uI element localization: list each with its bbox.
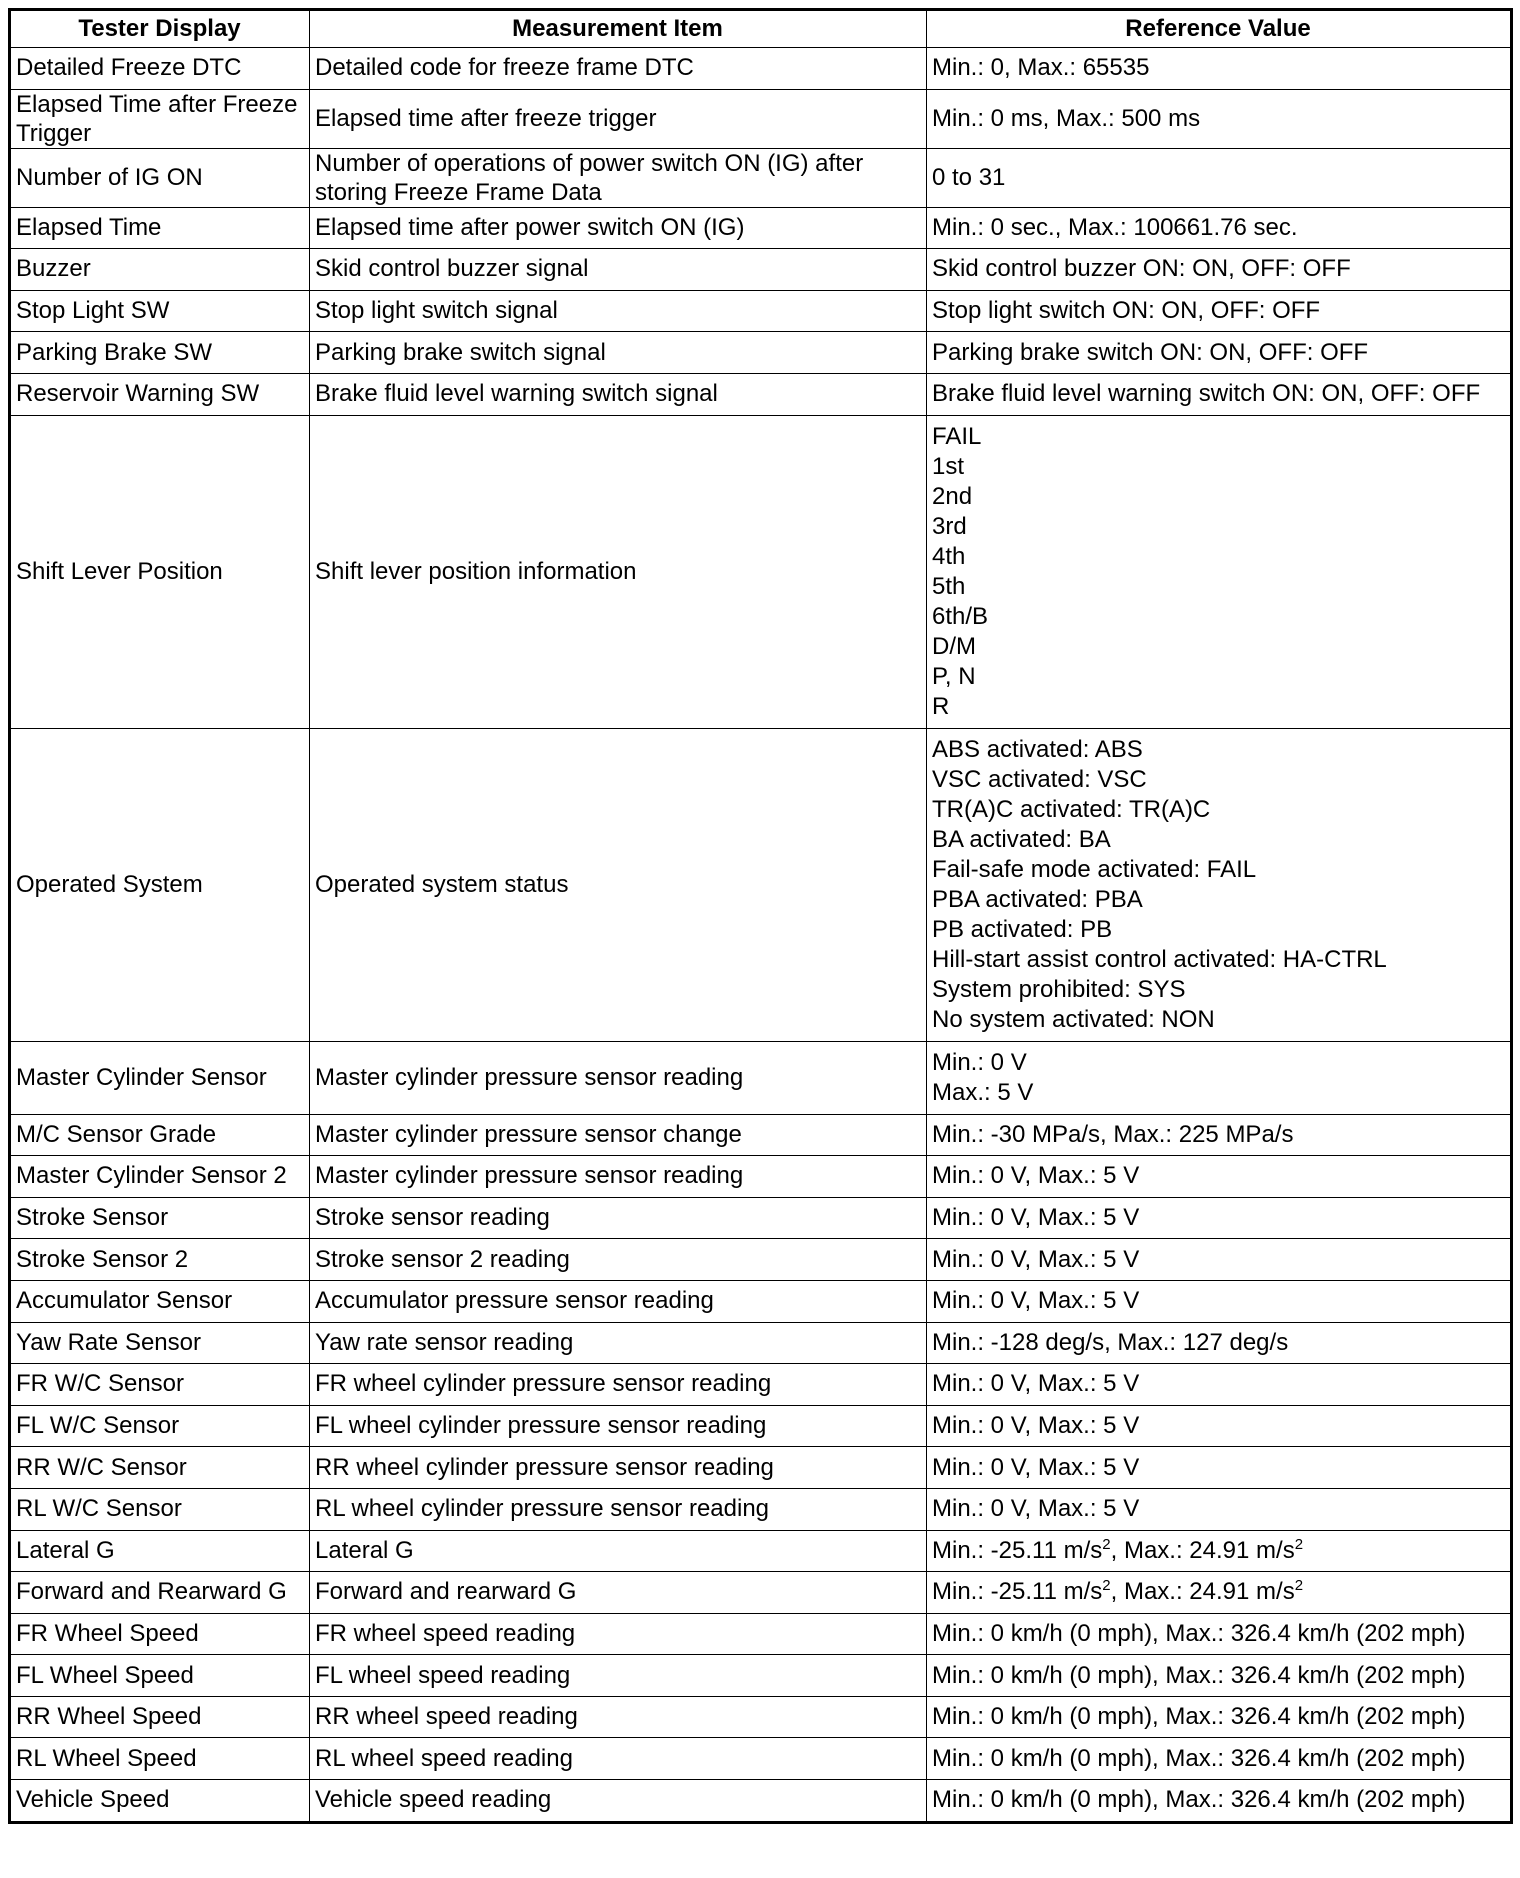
tester-display-cell: M/C Sensor Grade bbox=[10, 1114, 310, 1156]
reference-value-cell: Min.: -128 deg/s, Max.: 127 deg/s bbox=[927, 1322, 1512, 1364]
reference-value-line: Fail-safe mode activated: FAIL bbox=[932, 855, 1257, 883]
table-row bbox=[10, 290, 1512, 332]
measurement-item-cell: Master cylinder pressure sensor reading bbox=[310, 1156, 927, 1198]
table-row bbox=[10, 1041, 1512, 1114]
superscript-exponent: 2 bbox=[1294, 1577, 1304, 1595]
reference-value-line: System prohibited: SYS bbox=[932, 975, 1186, 1003]
superscript-exponent: 2 bbox=[1102, 1577, 1111, 1595]
table-row bbox=[10, 1613, 1512, 1655]
reference-value-line: 4th bbox=[932, 542, 966, 570]
table-body bbox=[10, 48, 1512, 1823]
reference-value-line: P, N bbox=[932, 662, 976, 690]
table-header bbox=[10, 10, 1512, 48]
header-measurement-item: Measurement Item bbox=[310, 10, 927, 48]
header-row bbox=[10, 10, 1512, 48]
reference-value-line: 6th/B bbox=[932, 602, 989, 630]
tester-display-cell: Master Cylinder Sensor bbox=[10, 1041, 310, 1114]
tester-display-cell: FR W/C Sensor bbox=[10, 1364, 310, 1406]
table-row bbox=[10, 1405, 1512, 1447]
tester-display-cell: Lateral G bbox=[10, 1530, 310, 1572]
reference-value-cell bbox=[927, 728, 1512, 1041]
reference-value-cell: Stop light switch ON: ON, OFF: OFF bbox=[927, 290, 1512, 332]
measurement-item-cell: Parking brake switch signal bbox=[310, 332, 927, 374]
tester-display-cell: Forward and Rearward G bbox=[10, 1572, 310, 1614]
table-row bbox=[10, 1280, 1512, 1322]
reference-value-line: 2nd bbox=[932, 482, 973, 510]
superscript-exponent: 2 bbox=[1102, 1535, 1111, 1553]
table-row bbox=[10, 89, 1512, 148]
table-row bbox=[10, 1364, 1512, 1406]
reference-value-line: R bbox=[932, 692, 950, 720]
reference-value-text: Min.: -25.11 m/s bbox=[932, 1578, 1103, 1606]
reference-value-line: Max.: 5 V bbox=[932, 1078, 1034, 1106]
measurement-item-cell: Brake fluid level warning switch signal bbox=[310, 373, 927, 415]
tester-display-cell: Stroke Sensor bbox=[10, 1197, 310, 1239]
table-row bbox=[10, 1239, 1512, 1281]
reference-value-cell: Min.: 0 km/h (0 mph), Max.: 326.4 km/h (202 mph) bbox=[927, 1655, 1512, 1697]
reference-value-cell: Min.: 0 V, Max.: 5 V bbox=[927, 1280, 1512, 1322]
document-page bbox=[8, 8, 1510, 1824]
tester-display-cell: Elapsed Time after Freeze Trigger bbox=[10, 89, 310, 148]
measurement-item-cell: Stroke sensor 2 reading bbox=[310, 1239, 927, 1281]
tester-display-cell: FL W/C Sensor bbox=[10, 1405, 310, 1447]
measurement-item-cell: Master cylinder pressure sensor reading bbox=[310, 1041, 927, 1114]
reference-value-cell: Min.: 0 km/h (0 mph), Max.: 326.4 km/h (202 mph) bbox=[927, 1780, 1512, 1823]
measurement-item-cell: Elapsed time after freeze trigger bbox=[310, 89, 927, 148]
reference-value-line: No system activated: NON bbox=[932, 1005, 1215, 1033]
reference-value-text: , Max.: 24.91 m/s bbox=[1110, 1578, 1295, 1606]
table-row bbox=[10, 48, 1512, 90]
reference-value-cell: Min.: -30 MPa/s, Max.: 225 MPa/s bbox=[927, 1114, 1512, 1156]
reference-value-cell: Min.: 0 ms, Max.: 500 ms bbox=[927, 89, 1512, 148]
table-row bbox=[10, 332, 1512, 374]
measurement-item-cell: FL wheel cylinder pressure sensor reading bbox=[310, 1405, 927, 1447]
measurement-item-cell: Detailed code for freeze frame DTC bbox=[310, 48, 927, 90]
measurement-item-cell: Lateral G bbox=[310, 1530, 927, 1572]
tester-display-cell: RR W/C Sensor bbox=[10, 1447, 310, 1489]
reference-value-cell: Min.: 0 V, Max.: 5 V bbox=[927, 1447, 1512, 1489]
header-tester-display: Tester Display bbox=[10, 10, 310, 48]
measurement-item-cell: Number of operations of power switch ON (IG) after storing Freeze Frame Data bbox=[310, 148, 927, 207]
table-row bbox=[10, 728, 1512, 1041]
measurement-item-cell: Skid control buzzer signal bbox=[310, 249, 927, 291]
measurement-item-cell: FR wheel cylinder pressure sensor reading bbox=[310, 1364, 927, 1406]
reference-value-cell: Min.: 0 V, Max.: 5 V bbox=[927, 1364, 1512, 1406]
reference-value-cell: Min.: 0 V, Max.: 5 V bbox=[927, 1488, 1512, 1530]
reference-value-line: TR(A)C activated: TR(A)C bbox=[932, 795, 1211, 823]
table-row bbox=[10, 1197, 1512, 1239]
reference-value-cell: Min.: 0 sec., Max.: 100661.76 sec. bbox=[927, 207, 1512, 249]
reference-value-cell: Parking brake switch ON: ON, OFF: OFF bbox=[927, 332, 1512, 374]
table-row bbox=[10, 373, 1512, 415]
reference-value-line: D/M bbox=[932, 632, 976, 660]
tester-display-cell: Yaw Rate Sensor bbox=[10, 1322, 310, 1364]
tester-display-cell: Detailed Freeze DTC bbox=[10, 48, 310, 90]
measurement-item-cell: FL wheel speed reading bbox=[310, 1655, 927, 1697]
table-row bbox=[10, 1738, 1512, 1780]
tester-display-cell: RL Wheel Speed bbox=[10, 1738, 310, 1780]
reference-value-cell bbox=[927, 1530, 1512, 1572]
reference-value-cell: Min.: 0 V, Max.: 5 V bbox=[927, 1197, 1512, 1239]
reference-value-cell: Min.: 0 V, Max.: 5 V bbox=[927, 1239, 1512, 1281]
data-list-table bbox=[8, 8, 1513, 1824]
reference-value-line: 3rd bbox=[932, 512, 967, 540]
tester-display-cell: RL W/C Sensor bbox=[10, 1488, 310, 1530]
table-row bbox=[10, 415, 1512, 728]
tester-display-cell: Vehicle Speed bbox=[10, 1780, 310, 1823]
table-row bbox=[10, 1780, 1512, 1823]
measurement-item-cell: Elapsed time after power switch ON (IG) bbox=[310, 207, 927, 249]
table-row bbox=[10, 1156, 1512, 1198]
reference-value-cell: Min.: 0 V, Max.: 5 V bbox=[927, 1405, 1512, 1447]
table-row bbox=[10, 148, 1512, 207]
table-row bbox=[10, 1447, 1512, 1489]
measurement-item-cell: Forward and rearward G bbox=[310, 1572, 927, 1614]
tester-display-cell: RR Wheel Speed bbox=[10, 1696, 310, 1738]
measurement-item-cell: RR wheel speed reading bbox=[310, 1696, 927, 1738]
reference-value-cell: Min.: 0 km/h (0 mph), Max.: 326.4 km/h (202 mph) bbox=[927, 1738, 1512, 1780]
tester-display-cell: FR Wheel Speed bbox=[10, 1613, 310, 1655]
header-reference-value: Reference Value bbox=[927, 10, 1512, 48]
tester-display-cell: Elapsed Time bbox=[10, 207, 310, 249]
reference-value-line: Min.: 0 V bbox=[932, 1048, 1027, 1076]
reference-value-cell: Skid control buzzer ON: ON, OFF: OFF bbox=[927, 249, 1512, 291]
reference-value-cell: 0 to 31 bbox=[927, 148, 1512, 207]
table-row bbox=[10, 1696, 1512, 1738]
measurement-item-cell: Master cylinder pressure sensor change bbox=[310, 1114, 927, 1156]
tester-display-cell: Master Cylinder Sensor 2 bbox=[10, 1156, 310, 1198]
reference-value-line: Hill-start assist control activated: HA-CTRL bbox=[932, 945, 1387, 973]
table-row bbox=[10, 1530, 1512, 1572]
reference-value-cell: Min.: 0, Max.: 65535 bbox=[927, 48, 1512, 90]
reference-value-cell bbox=[927, 1041, 1512, 1114]
table-row bbox=[10, 1572, 1512, 1614]
superscript-exponent: 2 bbox=[1294, 1535, 1304, 1553]
tester-display-cell: Reservoir Warning SW bbox=[10, 373, 310, 415]
measurement-item-cell: RL wheel speed reading bbox=[310, 1738, 927, 1780]
tester-display-cell: Number of IG ON bbox=[10, 148, 310, 207]
tester-display-cell: Stroke Sensor 2 bbox=[10, 1239, 310, 1281]
table-row bbox=[10, 1322, 1512, 1364]
measurement-item-cell: Vehicle speed reading bbox=[310, 1780, 927, 1823]
tester-display-cell: Parking Brake SW bbox=[10, 332, 310, 374]
reference-value-line: 5th bbox=[932, 572, 966, 600]
reference-value-cell: Min.: 0 km/h (0 mph), Max.: 326.4 km/h (202 mph) bbox=[927, 1613, 1512, 1655]
reference-value-line: BA activated: BA bbox=[932, 825, 1111, 853]
measurement-item-cell: Yaw rate sensor reading bbox=[310, 1322, 927, 1364]
tester-display-cell: Stop Light SW bbox=[10, 290, 310, 332]
measurement-item-cell: RR wheel cylinder pressure sensor reading bbox=[310, 1447, 927, 1489]
table-row bbox=[10, 1655, 1512, 1697]
reference-value-text: Min.: -25.11 m/s bbox=[932, 1536, 1103, 1564]
reference-value-cell bbox=[927, 415, 1512, 728]
table-row bbox=[10, 207, 1512, 249]
reference-value-line: FAIL bbox=[932, 422, 982, 450]
measurement-item-cell: Shift lever position information bbox=[310, 415, 927, 728]
table-row bbox=[10, 1114, 1512, 1156]
reference-value-line: PB activated: PB bbox=[932, 915, 1113, 943]
reference-value-cell bbox=[927, 1572, 1512, 1614]
reference-value-line: ABS activated: ABS bbox=[932, 735, 1143, 763]
tester-display-cell: Operated System bbox=[10, 728, 310, 1041]
measurement-item-cell: Operated system status bbox=[310, 728, 927, 1041]
tester-display-cell: FL Wheel Speed bbox=[10, 1655, 310, 1697]
measurement-item-cell: Stroke sensor reading bbox=[310, 1197, 927, 1239]
table-row bbox=[10, 249, 1512, 291]
tester-display-cell: Shift Lever Position bbox=[10, 415, 310, 728]
reference-value-line: PBA activated: PBA bbox=[932, 885, 1143, 913]
reference-value-text: , Max.: 24.91 m/s bbox=[1110, 1536, 1295, 1564]
reference-value-line: VSC activated: VSC bbox=[932, 765, 1147, 793]
tester-display-cell: Accumulator Sensor bbox=[10, 1280, 310, 1322]
measurement-item-cell: Stop light switch signal bbox=[310, 290, 927, 332]
reference-value-cell: Min.: 0 km/h (0 mph), Max.: 326.4 km/h (202 mph) bbox=[927, 1696, 1512, 1738]
measurement-item-cell: Accumulator pressure sensor reading bbox=[310, 1280, 927, 1322]
measurement-item-cell: RL wheel cylinder pressure sensor reading bbox=[310, 1488, 927, 1530]
table-row bbox=[10, 1488, 1512, 1530]
tester-display-cell: Buzzer bbox=[10, 249, 310, 291]
measurement-item-cell: FR wheel speed reading bbox=[310, 1613, 927, 1655]
reference-value-line: 1st bbox=[932, 452, 965, 480]
reference-value-cell: Brake fluid level warning switch ON: ON, OFF: OFF bbox=[927, 373, 1512, 415]
reference-value-cell: Min.: 0 V, Max.: 5 V bbox=[927, 1156, 1512, 1198]
